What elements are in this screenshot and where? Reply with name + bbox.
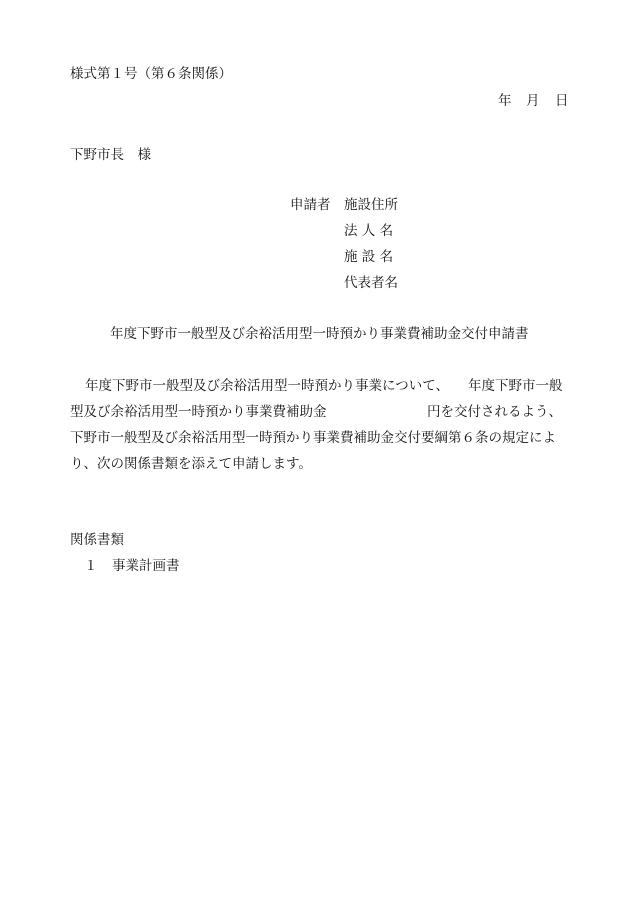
body-line-2b: 円を交付されるよう、 bbox=[427, 404, 562, 420]
form-number: 様式第１号（第６条関係） bbox=[70, 66, 232, 82]
addressee: 下野市長 様 bbox=[70, 147, 151, 163]
date-year-label: 年 bbox=[498, 93, 512, 109]
document-item-number: １ bbox=[84, 558, 98, 574]
body-line-1a: 年度下野市一般型及び余裕活用型一時預かり事業について、 bbox=[85, 378, 449, 394]
applicant-field-address: 施設住所 bbox=[344, 197, 398, 213]
date-day-label: 日 bbox=[555, 93, 569, 109]
body-line-1b: 年度下野市一般 bbox=[468, 378, 563, 394]
body-line-2a: 型及び余裕活用型一時預かり事業費補助金 bbox=[70, 404, 327, 420]
page-title: 年度下野市一般型及び余裕活用型一時預かり事業費補助金交付申請書 bbox=[110, 326, 529, 342]
document-item-label: 事業計画書 bbox=[112, 558, 180, 574]
documents-heading: 関係書類 bbox=[70, 532, 124, 548]
applicant-field-representative: 代表者名 bbox=[344, 275, 398, 291]
applicant-field-facility: 施 設 名 bbox=[344, 249, 394, 265]
body-line-3: 下野市一般型及び余裕活用型一時預かり事業費補助金交付要綱第６条の規定によ bbox=[70, 430, 556, 446]
applicant-field-corporation: 法 人 名 bbox=[344, 223, 394, 239]
body-line-4: り、次の関係書類を添えて申請します。 bbox=[70, 456, 312, 472]
date-month-label: 月 bbox=[526, 93, 540, 109]
applicant-heading: 申請者 bbox=[290, 197, 331, 213]
